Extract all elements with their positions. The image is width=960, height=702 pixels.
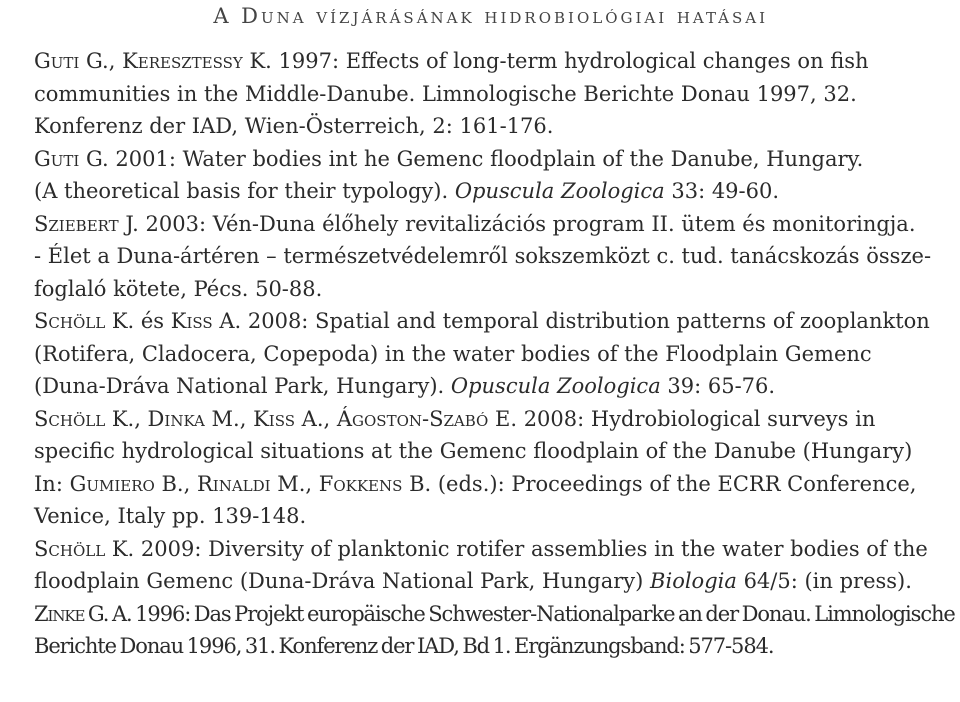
reference-text: 33: 49-60. — [664, 179, 780, 203]
reference-line — [34, 273, 954, 306]
reference-text: Berichte Donau 1996, 31. Konferenz der IAD, Bd 1. Ergänzungsband: 577-584. — [34, 634, 774, 658]
reference-entry — [34, 305, 954, 403]
reference-list — [34, 45, 954, 663]
reference-line — [34, 403, 954, 436]
reference-text: 1997: Effects of long-term hydrological changes on fish — [271, 49, 869, 73]
reference-text: Konferenz der IAD, Wien-Österreich, 2: 161-176. — [34, 114, 554, 138]
reference-text: (Rotifera, Cladocera, Copepoda) in the water bodies of the Floodplain Gemenc — [34, 341, 872, 366]
reference-entry — [34, 208, 954, 306]
reference-text: In: — [34, 471, 70, 496]
author-names: Sziebert J. — [34, 211, 139, 236]
author-names: Schöll K., Dinka M., Kiss A., Ágoston-Szabó E. — [34, 406, 518, 431]
reference-line — [34, 305, 954, 338]
reference-line — [34, 78, 954, 111]
reference-entry — [34, 533, 954, 598]
reference-text: , — [108, 49, 123, 73]
reference-entry — [34, 143, 954, 208]
reference-text: 39: 65-76. — [660, 374, 776, 398]
author-names: Gumiero B., Rinaldi M., Fokkens B. — [69, 471, 432, 496]
reference-line — [34, 565, 954, 598]
reference-text: 2008: Hydrobiological surveys in — [517, 406, 876, 431]
author-names: Zinke G. A. — [34, 601, 132, 626]
reference-entry — [34, 403, 954, 533]
reference-line — [34, 338, 954, 371]
reference-line — [34, 533, 954, 566]
reference-text: 2008: Spatial and temporal distribution patterns of zooplankton — [241, 309, 930, 333]
reference-text: foglaló kötete, Pécs. 50-88. — [34, 276, 323, 301]
reference-line — [34, 175, 954, 208]
reference-text: (eds.): Proceedings of the ECRR Conference, — [431, 471, 917, 496]
reference-text: 1996: Das Projekt europäische Schwester-Nationalparke an der Donau. Limnologische — [131, 601, 955, 626]
author-names: Schöll K. — [34, 536, 135, 561]
reference-text: - Élet a Duna-ártéren – természetvédelemről sokszemközt c. tud. tanácskozás össze- — [34, 244, 932, 268]
reference-text: és — [134, 309, 171, 333]
reference-text: floodplain Gemenc (Duna-Dráva National Park, Hungary) — [34, 569, 651, 593]
reference-line — [34, 468, 954, 501]
journal-title: Opuscula Zoologica — [454, 179, 665, 203]
reference-text: (Duna-Dráva National Park, Hungary). — [34, 374, 451, 398]
author-names: Kiss A. — [170, 309, 242, 333]
reference-line — [34, 45, 954, 78]
reference-text: (A theoretical basis for their typology). — [34, 179, 455, 203]
reference-line — [34, 240, 954, 273]
running-head: A Duna vízjárásának hidrobiológiai hatásai — [213, 4, 768, 28]
reference-line — [34, 143, 954, 176]
author-names: Keresztessy K. — [122, 49, 272, 73]
reference-line — [34, 500, 954, 533]
reference-line — [34, 208, 954, 241]
reference-entry — [34, 598, 954, 663]
reference-text: communities in the Middle-Danube. Limnologische Berichte Donau 1997, 32. — [34, 81, 857, 106]
reference-entry — [34, 45, 954, 143]
journal-title: Opuscula Zoologica — [450, 374, 661, 398]
reference-line — [34, 370, 954, 403]
reference-text: 64/5: (in press). — [736, 569, 912, 593]
reference-text: 2003: Vén-Duna élőhely revitalizációs program II. ütem és monitoringja. — [138, 211, 916, 236]
reference-line — [34, 598, 954, 631]
reference-line — [34, 110, 954, 143]
reference-text: 2009: Diversity of planktonic rotifer assemblies in the water bodies of the — [134, 536, 928, 561]
reference-line — [34, 435, 954, 468]
author-names: Schöll K. — [34, 309, 135, 333]
author-names: Guti G. — [34, 49, 109, 73]
reference-text: 2001: Water bodies int he Gemenc floodplain of the Danube, Hungary. — [108, 146, 864, 171]
reference-text: Venice, Italy pp. 139-148. — [34, 504, 307, 528]
author-names: Guti G. — [34, 146, 109, 171]
reference-line — [34, 630, 954, 663]
journal-title: Biologia — [650, 569, 737, 593]
reference-text: specific hydrological situations at the Gemenc floodplain of the Danube (Hungary) — [34, 439, 913, 463]
